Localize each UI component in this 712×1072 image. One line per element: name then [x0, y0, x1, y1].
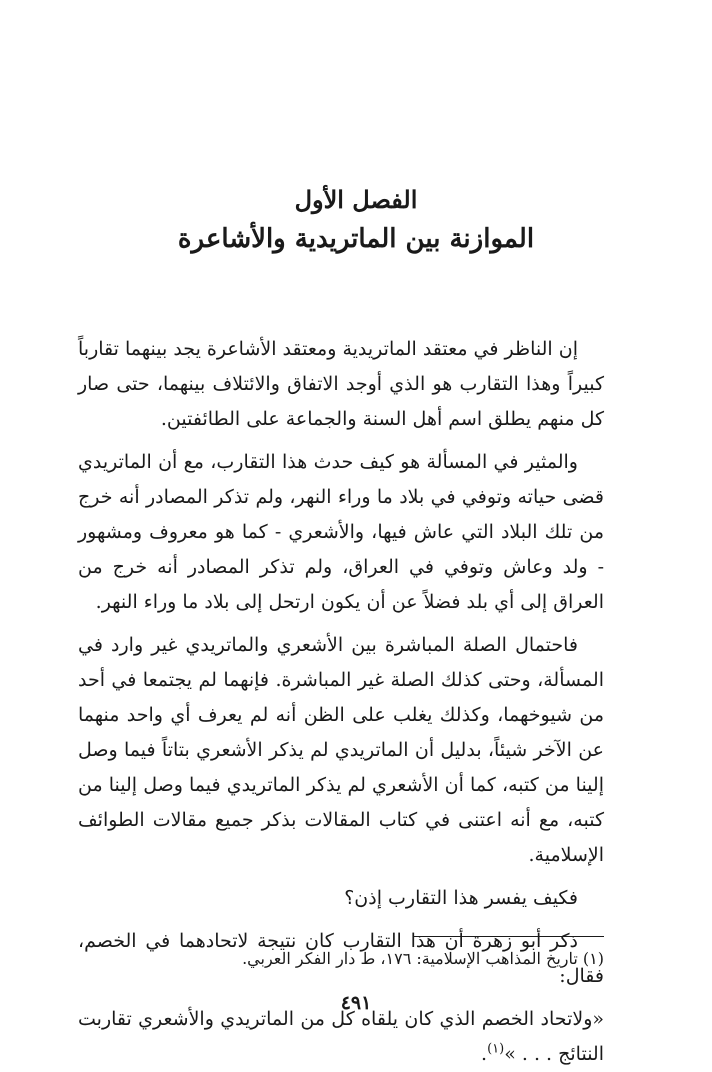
chapter-heading [80, 186, 632, 257]
footnote: (١) تاريخ المذاهب الإسلامية: ١٧٦، ط دار الفكر العربي. [242, 949, 604, 968]
paragraph-1: إن الناظر في معتقد الماتريدية ومعتقد الأشاعرة يجد بينهما تقارباً كبيراً وهذا التقارب هو الذي أوجد الاتفاق والائتلاف بينهما، حتى صار كل منهم يطلق اسم أهل السنة والجماعة على الطائفتين. [78, 338, 604, 430]
paragraph-4: فكيف يفسر هذا التقارب إذن؟ [344, 887, 578, 909]
quote-end: . [481, 1043, 488, 1065]
paragraph-2: والمثير في المسألة هو كيف حدث هذا التقارب، مع أن الماتريدي قضى حياته وتوفي في بلاد ما وراء النهر، ولم تذكر المصادر أنه خرج من تلك البلاد التي عاش فيها، والأشعري - كما هو معروف ومشهور - ولد وعاش وتوفي في العراق، ولم تذكر المصادر أنه خرج من العراق إلى أي بلد فضلاً عن أن يكون ارتحل إلى بلاد ما وراء النهر. [78, 451, 604, 613]
paragraph-5: ذكر أبو زهرة أن هذا التقارب كان نتيجة لاتحادهما في الخصم، فقال: [78, 930, 604, 987]
page-number: ٤٩١ [340, 992, 372, 1014]
chapter-title: الموازنة بين الماتريدية والأشاعرة [177, 223, 535, 254]
chapter-number: الفصل الأول [294, 185, 418, 214]
footnote-divider [414, 936, 604, 937]
footnote-marker[interactable]: (١) [487, 1041, 505, 1057]
quote-text: «ولاتحاد الخصم الذي كان يلقاه كل من الماتريدي والأشعري تقاربت النتائج . . . » [78, 1008, 604, 1065]
paragraph-3: فاحتمال الصلة المباشرة بين الأشعري والماتريدي غير وارد في المسألة، وحتى كذلك الصلة غير المباشرة. فإنهما لم يجتمعا في أحد من شيوخهما، وكذلك يغلب على الظن أنه لم يعرف أي واحد منهما عن الآخر شيئاً، بدليل أن الماتريدي لم يذكر الأشعري بتاتاً فيما وصل إلينا من كتبه، كما أن الأشعري لم يذكر الماتريدي فيما وصل إلينا من كتبه، مع أنه اعتنى في كتاب المقالات بذكر جميع مقالات الطوائف الإسلامية. [78, 634, 604, 866]
